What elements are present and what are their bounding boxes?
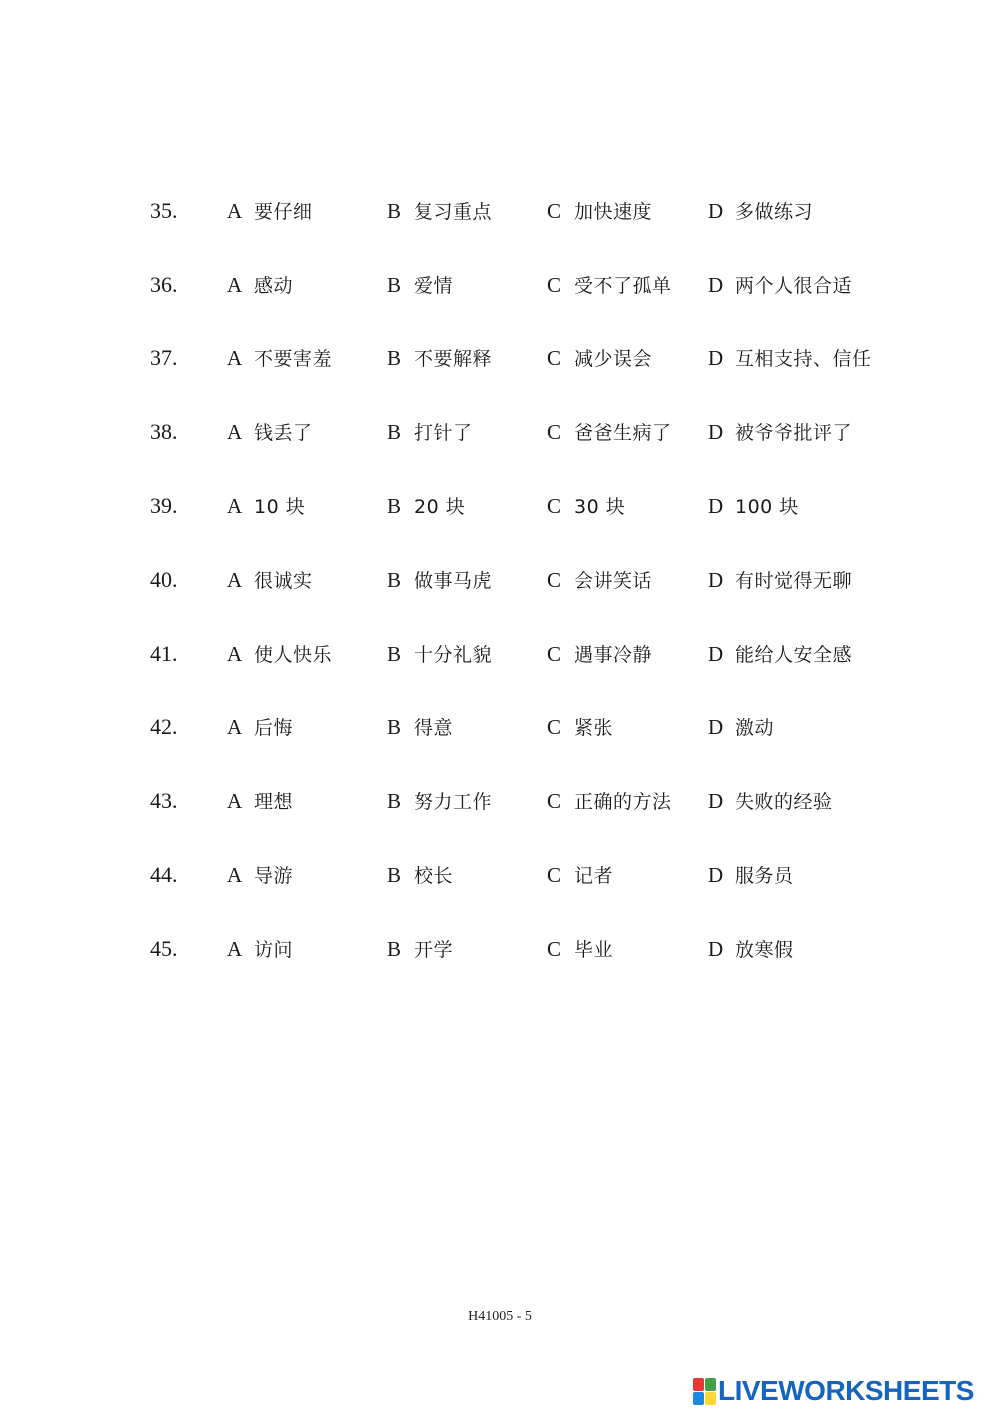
- option-letter: C: [547, 420, 562, 444]
- option-d[interactable]: [708, 412, 852, 453]
- option-text: 后悔: [254, 717, 294, 739]
- option-a[interactable]: [227, 634, 332, 675]
- question-number: 44.: [150, 862, 178, 887]
- option-letter: A: [227, 494, 243, 518]
- option-text: 激动: [735, 717, 775, 739]
- option-text: 记者: [574, 865, 614, 887]
- option-d[interactable]: [708, 191, 813, 232]
- option-letter: D: [708, 642, 724, 666]
- option-letter: A: [227, 789, 243, 813]
- option-letter: A: [227, 863, 243, 887]
- option-letter: B: [387, 494, 402, 518]
- liveworksheets-logo-icon: [693, 1378, 715, 1404]
- question-number: 45.: [150, 936, 178, 961]
- option-text: 不要解释: [414, 348, 493, 370]
- option-d[interactable]: [708, 707, 774, 748]
- option-text: 受不了孤单: [574, 275, 672, 297]
- option-letter: C: [547, 199, 562, 223]
- option-text: 被爷爷批评了: [735, 422, 853, 444]
- question-number: 41.: [150, 641, 178, 666]
- option-b[interactable]: [387, 707, 453, 748]
- option-b[interactable]: [387, 412, 473, 453]
- question-number: 38.: [150, 419, 178, 444]
- option-c[interactable]: [547, 191, 652, 232]
- option-letter: C: [547, 346, 562, 370]
- option-text: 不要害羞: [254, 348, 333, 370]
- option-text: 做事马虎: [414, 570, 493, 592]
- option-c[interactable]: [547, 707, 613, 748]
- option-letter: B: [387, 273, 402, 297]
- question-number: 35.: [150, 198, 178, 223]
- option-c[interactable]: [547, 412, 672, 453]
- option-a[interactable]: [227, 560, 313, 601]
- option-letter: D: [708, 715, 724, 739]
- option-letter: B: [387, 789, 402, 813]
- option-text: 导游: [254, 865, 294, 887]
- question-row: [0, 929, 1000, 969]
- option-c[interactable]: [547, 929, 613, 970]
- option-b[interactable]: [387, 929, 453, 970]
- option-text: 遇事冷静: [574, 644, 653, 666]
- option-text: 感动: [254, 275, 294, 297]
- question-row: [0, 560, 1000, 600]
- option-a[interactable]: [227, 338, 332, 379]
- option-letter: D: [708, 494, 724, 518]
- option-text: 30 块: [574, 496, 626, 518]
- option-d[interactable]: [708, 634, 852, 675]
- option-d[interactable]: [708, 338, 872, 379]
- option-text: 复习重点: [414, 201, 493, 223]
- option-text: 服务员: [735, 865, 794, 887]
- question-row: [0, 191, 1000, 231]
- option-letter: B: [387, 346, 402, 370]
- option-b[interactable]: [387, 634, 492, 675]
- option-text: 打针了: [414, 422, 473, 444]
- option-letter: C: [547, 494, 562, 518]
- option-letter: A: [227, 642, 243, 666]
- option-text: 20 块: [414, 496, 466, 518]
- option-d[interactable]: [708, 265, 852, 306]
- option-letter: C: [547, 642, 562, 666]
- option-text: 加快速度: [574, 201, 653, 223]
- option-d[interactable]: [708, 855, 794, 896]
- option-letter: C: [547, 937, 562, 961]
- question-row: [0, 634, 1000, 674]
- option-text: 校长: [414, 865, 454, 887]
- option-text: 会讲笑话: [574, 570, 653, 592]
- question-row: [0, 855, 1000, 895]
- option-d[interactable]: [708, 560, 852, 601]
- option-b[interactable]: [387, 560, 492, 601]
- page-code: H41005 - 5: [468, 1309, 532, 1324]
- question-number: 37.: [150, 345, 178, 370]
- option-b[interactable]: [387, 855, 453, 896]
- option-c[interactable]: [547, 560, 652, 601]
- option-text: 使人快乐: [254, 644, 333, 666]
- option-text: 访问: [254, 939, 294, 961]
- question-number: 40.: [150, 567, 178, 592]
- option-letter: B: [387, 715, 402, 739]
- option-text: 互相支持、信任: [735, 348, 872, 370]
- option-text: 有时觉得无聊: [735, 570, 853, 592]
- option-text: 钱丢了: [254, 422, 313, 444]
- option-c[interactable]: [547, 486, 625, 527]
- option-text: 紧张: [574, 717, 614, 739]
- option-letter: B: [387, 937, 402, 961]
- option-a[interactable]: [227, 486, 305, 527]
- option-a[interactable]: [227, 781, 293, 822]
- option-text: 很诚实: [254, 570, 313, 592]
- option-letter: A: [227, 346, 243, 370]
- option-text: 两个人很合适: [735, 275, 853, 297]
- option-text: 减少误会: [574, 348, 653, 370]
- option-a[interactable]: [227, 191, 313, 232]
- question-row: [0, 781, 1000, 821]
- liveworksheets-watermark: [693, 1374, 974, 1408]
- question-row: [0, 412, 1000, 452]
- option-c[interactable]: [547, 265, 672, 306]
- option-letter: A: [227, 568, 243, 592]
- option-letter: B: [387, 642, 402, 666]
- option-b[interactable]: [387, 191, 492, 232]
- option-letter: C: [547, 273, 562, 297]
- option-letter: D: [708, 568, 724, 592]
- option-letter: B: [387, 568, 402, 592]
- option-a[interactable]: [227, 707, 293, 748]
- option-text: 十分礼貌: [414, 644, 493, 666]
- option-c[interactable]: [547, 781, 672, 822]
- option-a[interactable]: [227, 265, 293, 306]
- option-text: 要仔细: [254, 201, 313, 223]
- option-c[interactable]: [547, 338, 652, 379]
- option-letter: D: [708, 199, 724, 223]
- option-b[interactable]: [387, 265, 453, 306]
- option-text: 爸爸生病了: [574, 422, 672, 444]
- option-text: 失败的经验: [735, 791, 833, 813]
- option-letter: B: [387, 863, 402, 887]
- option-c[interactable]: [547, 855, 613, 896]
- option-b[interactable]: [387, 486, 465, 527]
- option-letter: D: [708, 789, 724, 813]
- option-a[interactable]: [227, 929, 293, 970]
- watermark-text: LIVEWORKSHEETS: [718, 1375, 974, 1406]
- option-text: 爱情: [414, 275, 454, 297]
- option-b[interactable]: [387, 338, 492, 379]
- question-number: 42.: [150, 714, 178, 739]
- option-letter: C: [547, 715, 562, 739]
- page-footer: [0, 1309, 1000, 1325]
- option-letter: A: [227, 273, 243, 297]
- option-letter: B: [387, 199, 402, 223]
- option-b[interactable]: [387, 781, 492, 822]
- option-text: 10 块: [254, 496, 306, 518]
- option-letter: A: [227, 715, 243, 739]
- option-d[interactable]: [708, 781, 833, 822]
- option-text: 100 块: [735, 496, 799, 518]
- option-text: 能给人安全感: [735, 644, 853, 666]
- option-text: 毕业: [574, 939, 614, 961]
- question-row: [0, 486, 1000, 526]
- option-letter: D: [708, 937, 724, 961]
- option-text: 放寒假: [735, 939, 794, 961]
- option-letter: D: [708, 420, 724, 444]
- option-letter: C: [547, 789, 562, 813]
- question-number: 36.: [150, 272, 178, 297]
- option-letter: C: [547, 863, 562, 887]
- option-a[interactable]: [227, 855, 293, 896]
- option-text: 多做练习: [735, 201, 814, 223]
- option-letter: A: [227, 937, 243, 961]
- question-number: 39.: [150, 493, 178, 518]
- question-row: [0, 707, 1000, 747]
- option-letter: B: [387, 420, 402, 444]
- option-letter: A: [227, 420, 243, 444]
- question-number: 43.: [150, 788, 178, 813]
- option-text: 开学: [414, 939, 454, 961]
- option-letter: D: [708, 346, 724, 370]
- option-text: 得意: [414, 717, 454, 739]
- option-d[interactable]: [708, 929, 794, 970]
- option-c[interactable]: [547, 634, 652, 675]
- option-letter: C: [547, 568, 562, 592]
- option-text: 正确的方法: [574, 791, 672, 813]
- option-text: 努力工作: [414, 791, 493, 813]
- option-letter: D: [708, 273, 724, 297]
- question-row: [0, 265, 1000, 305]
- question-row: [0, 338, 1000, 378]
- option-d[interactable]: [708, 486, 799, 527]
- option-letter: D: [708, 863, 724, 887]
- option-letter: A: [227, 199, 243, 223]
- option-a[interactable]: [227, 412, 313, 453]
- option-text: 理想: [254, 791, 294, 813]
